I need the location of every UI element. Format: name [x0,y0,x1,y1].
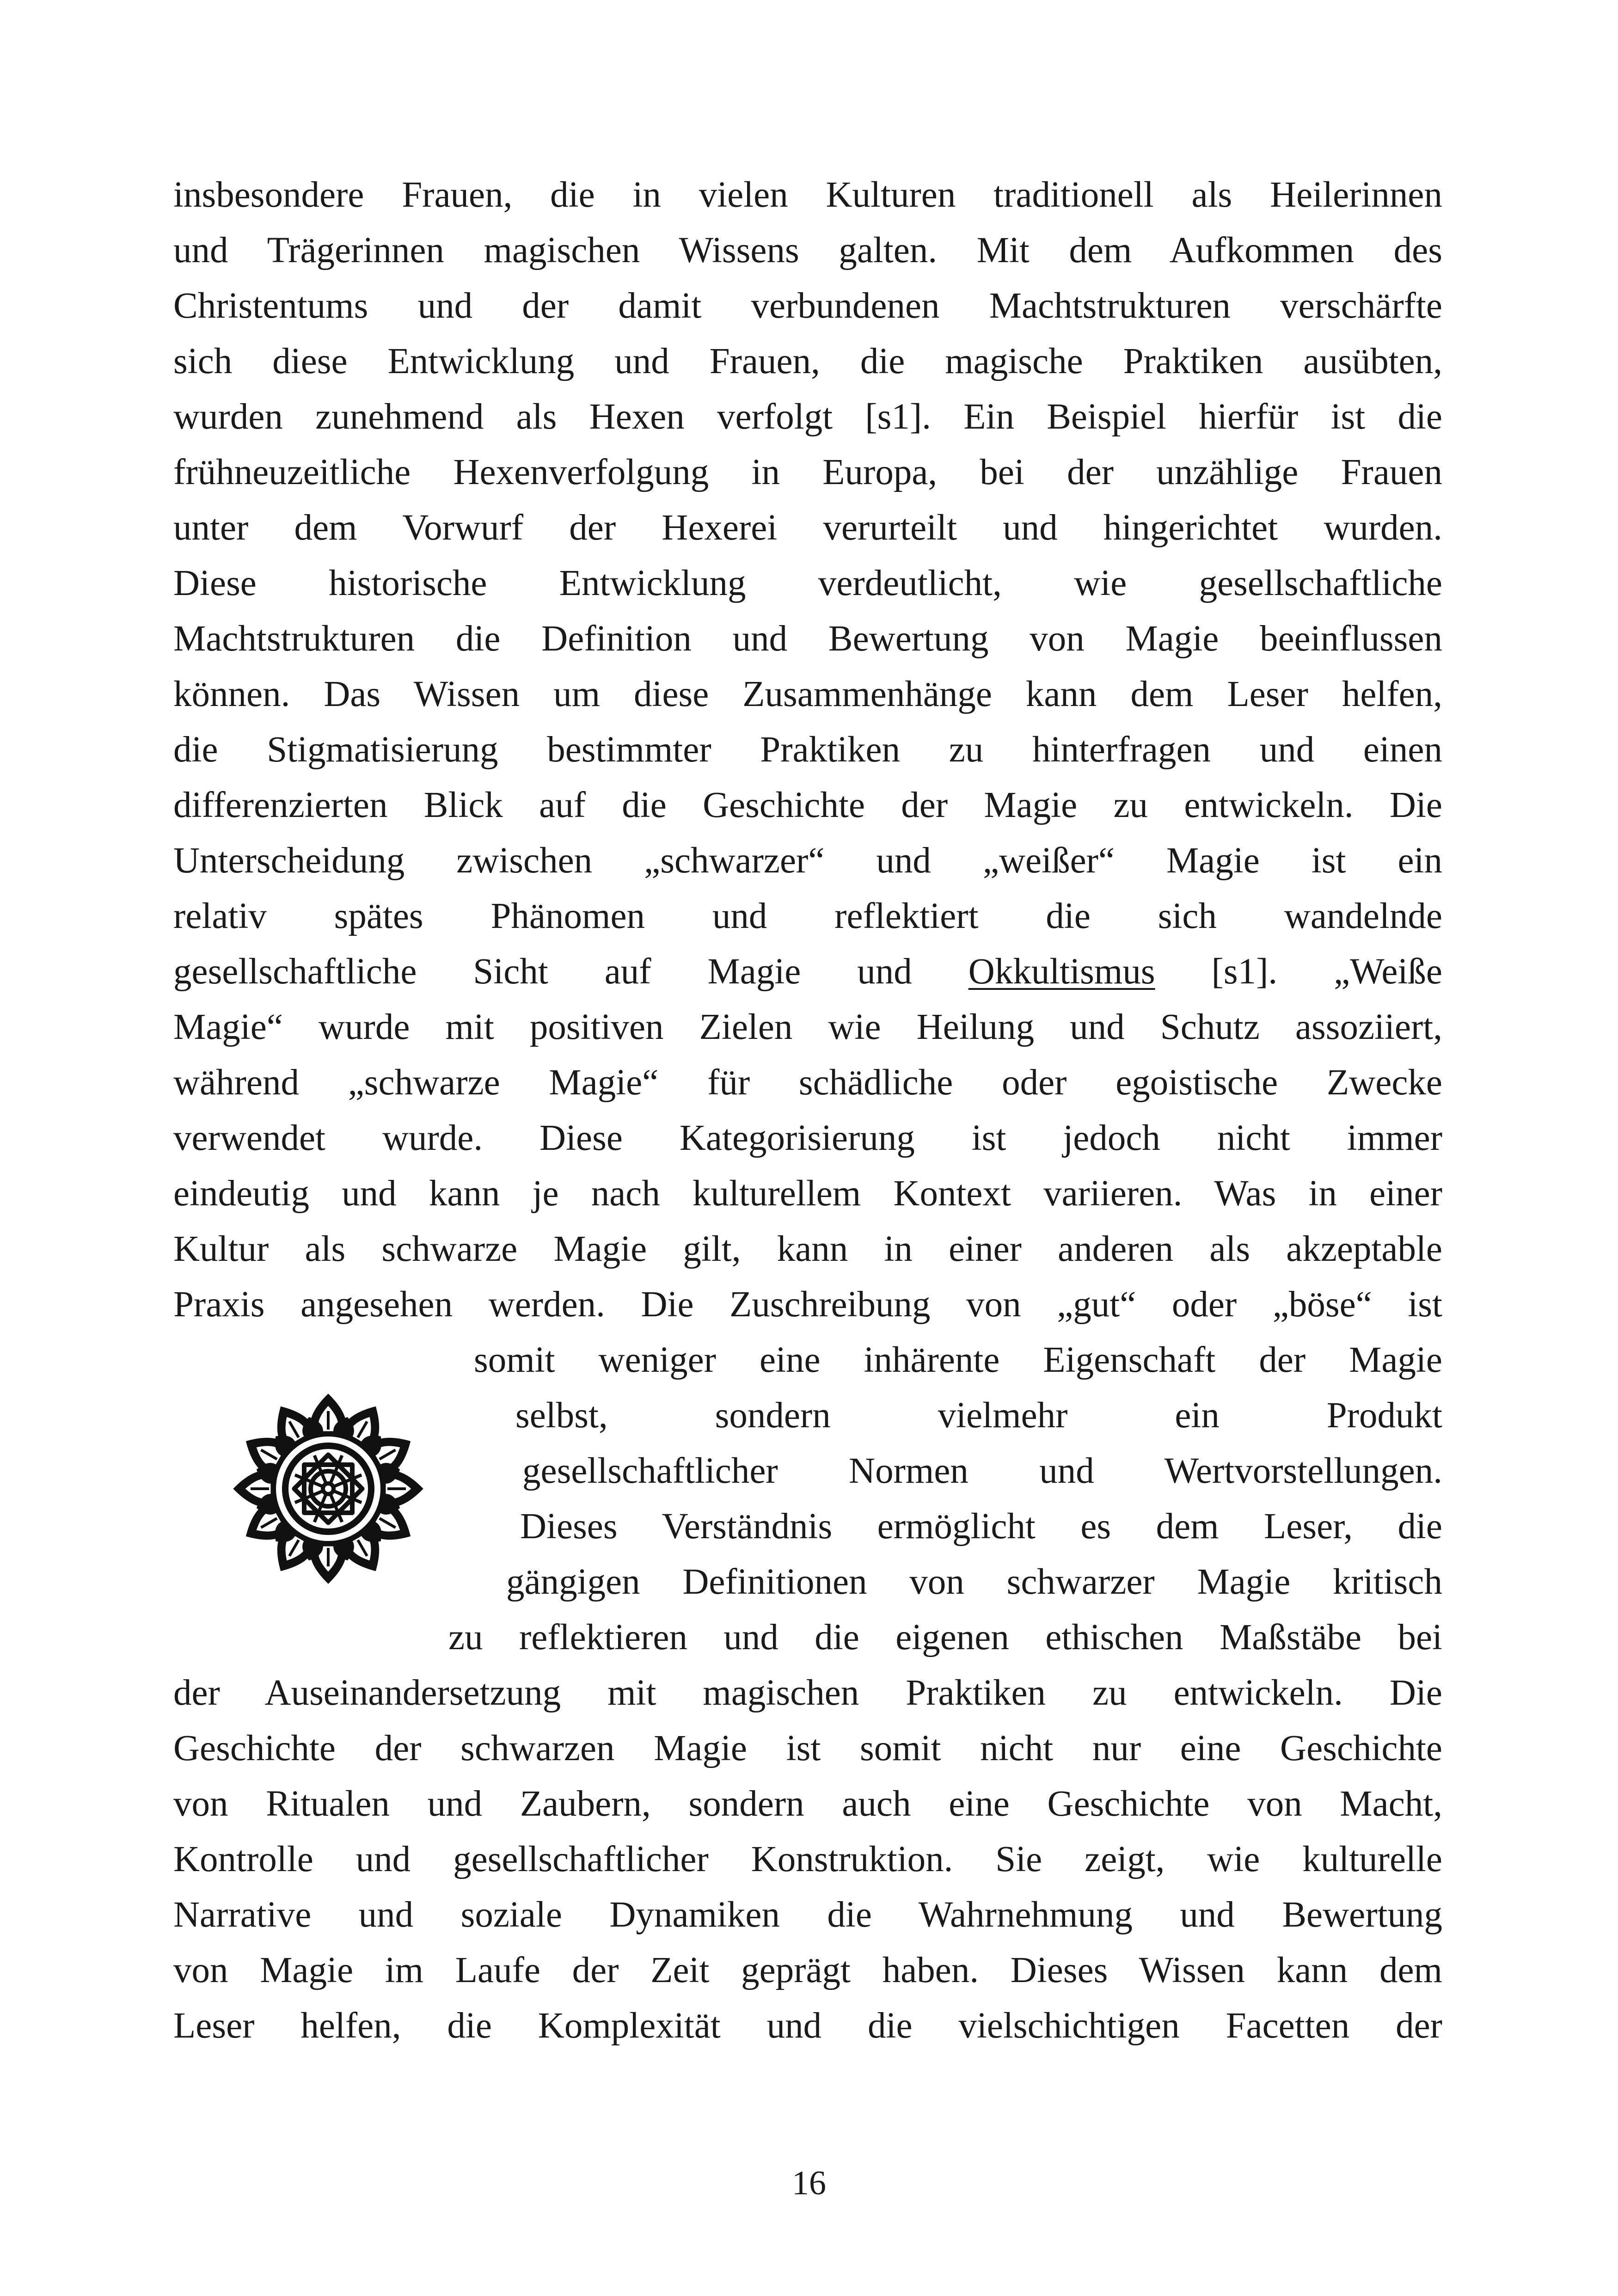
body-text-line: Geschichte der schwarzen Magie ist somit nicht nur eine Geschichte [173,1728,1442,1768]
body-text-line: sich diese Entwicklung und Frauen, die magische Praktiken ausübten, [173,341,1442,381]
body-text-line: differenzierten Blick auf die Geschichte der Magie zu entwickeln. Die [173,785,1442,825]
body-text-line: Christentums und der damit verbundenen Machtstrukturen verschärfte [173,286,1442,326]
body-text-line: Machtstrukturen die Definition und Bewertung von Magie beeinflussen [173,619,1442,659]
body-text-line: frühneuzeitliche Hexenverfolgung in Europa, bei der unzählige Frauen [173,452,1442,492]
body-text-line: Kontrolle und gesellschaftlicher Konstruktion. Sie zeigt, wie kulturelle [173,1839,1442,1879]
body-text-line: und Trägerinnen magischen Wissens galten. Mit dem Aufkommen des [173,230,1442,270]
body-text-line: selbst, sondern vielmehr ein Produkt [515,1395,1442,1436]
body-text-line: somit weniger eine inhärente Eigenschaft der Magie [474,1340,1442,1380]
okkultismus-link[interactable]: Okkultismus [968,952,1155,992]
body-text-line: können. Das Wissen um diese Zusammenhänge kann dem Leser helfen, [173,674,1442,714]
body-text-line: insbesondere Frauen, die in vielen Kulturen traditionell als Heilerinnen [173,175,1442,215]
body-text-line: Magie“ wurde mit positiven Zielen wie Heilung und Schutz assoziiert, [173,1007,1442,1047]
mandala-ornament-icon [231,1392,425,1586]
body-text-line: wurden zunehmend als Hexen verfolgt [s1]. Ein Beispiel hierfür ist die [173,397,1442,437]
body-text-line: verwendet wurde. Diese Kategorisierung ist jedoch nicht immer [173,1118,1442,1158]
body-text-line: gesellschaftlicher Normen und Wertvorstellungen. [522,1451,1442,1491]
text-segment: [s1]. „Weiße [1211,952,1442,992]
body-text-line: unter dem Vorwurf der Hexerei verurteilt und hingerichtet wurden. [173,508,1442,548]
body-text-line: Dieses Verständnis ermöglicht es dem Leser, die [520,1506,1442,1547]
body-text-line: Narrative und soziale Dynamiken die Wahrnehmung und Bewertung [173,1895,1442,1935]
body-text-line: Leser helfen, die Komplexität und die vielschichtigen Facetten der [173,2006,1442,2046]
body-text-line: Kultur als schwarze Magie gilt, kann in einer anderen als akzeptable [173,1229,1442,1269]
text-segment: gesellschaftliche Sicht auf Magie und [173,952,912,992]
body-text-line: von Ritualen und Zaubern, sondern auch eine Geschichte von Macht, [173,1784,1442,1824]
body-text-line: von Magie im Laufe der Zeit geprägt haben. Dieses Wissen kann dem [173,1950,1442,1990]
body-text-line: relativ spätes Phänomen und reflektiert die sich wandelnde [173,896,1442,936]
body-text-line: eindeutig und kann je nach kulturellem Kontext variieren. Was in einer [173,1173,1442,1214]
body-text-line: Diese historische Entwicklung verdeutlicht, wie gesellschaftliche [173,563,1442,603]
page-number: 16 [792,2164,826,2202]
body-text-line: zu reflektieren und die eigenen ethischen Maßstäbe bei [448,1617,1442,1658]
body-text-line: Unterscheidung zwischen „schwarzer“ und „weißer“ Magie ist ein [173,841,1442,881]
body-text-line: der Auseinandersetzung mit magischen Praktiken zu entwickeln. Die [173,1673,1442,1713]
body-text-line: gängigen Definitionen von schwarzer Magie kritisch [506,1562,1442,1602]
body-text-line: Praxis angesehen werden. Die Zuschreibung von „gut“ oder „böse“ ist [173,1284,1442,1325]
body-text-line: während „schwarze Magie“ für schädliche oder egoistische Zwecke [173,1062,1442,1103]
body-text-line [173,949,1442,995]
body-text-line: die Stigmatisierung bestimmter Praktiken zu hinterfragen und einen [173,730,1442,770]
